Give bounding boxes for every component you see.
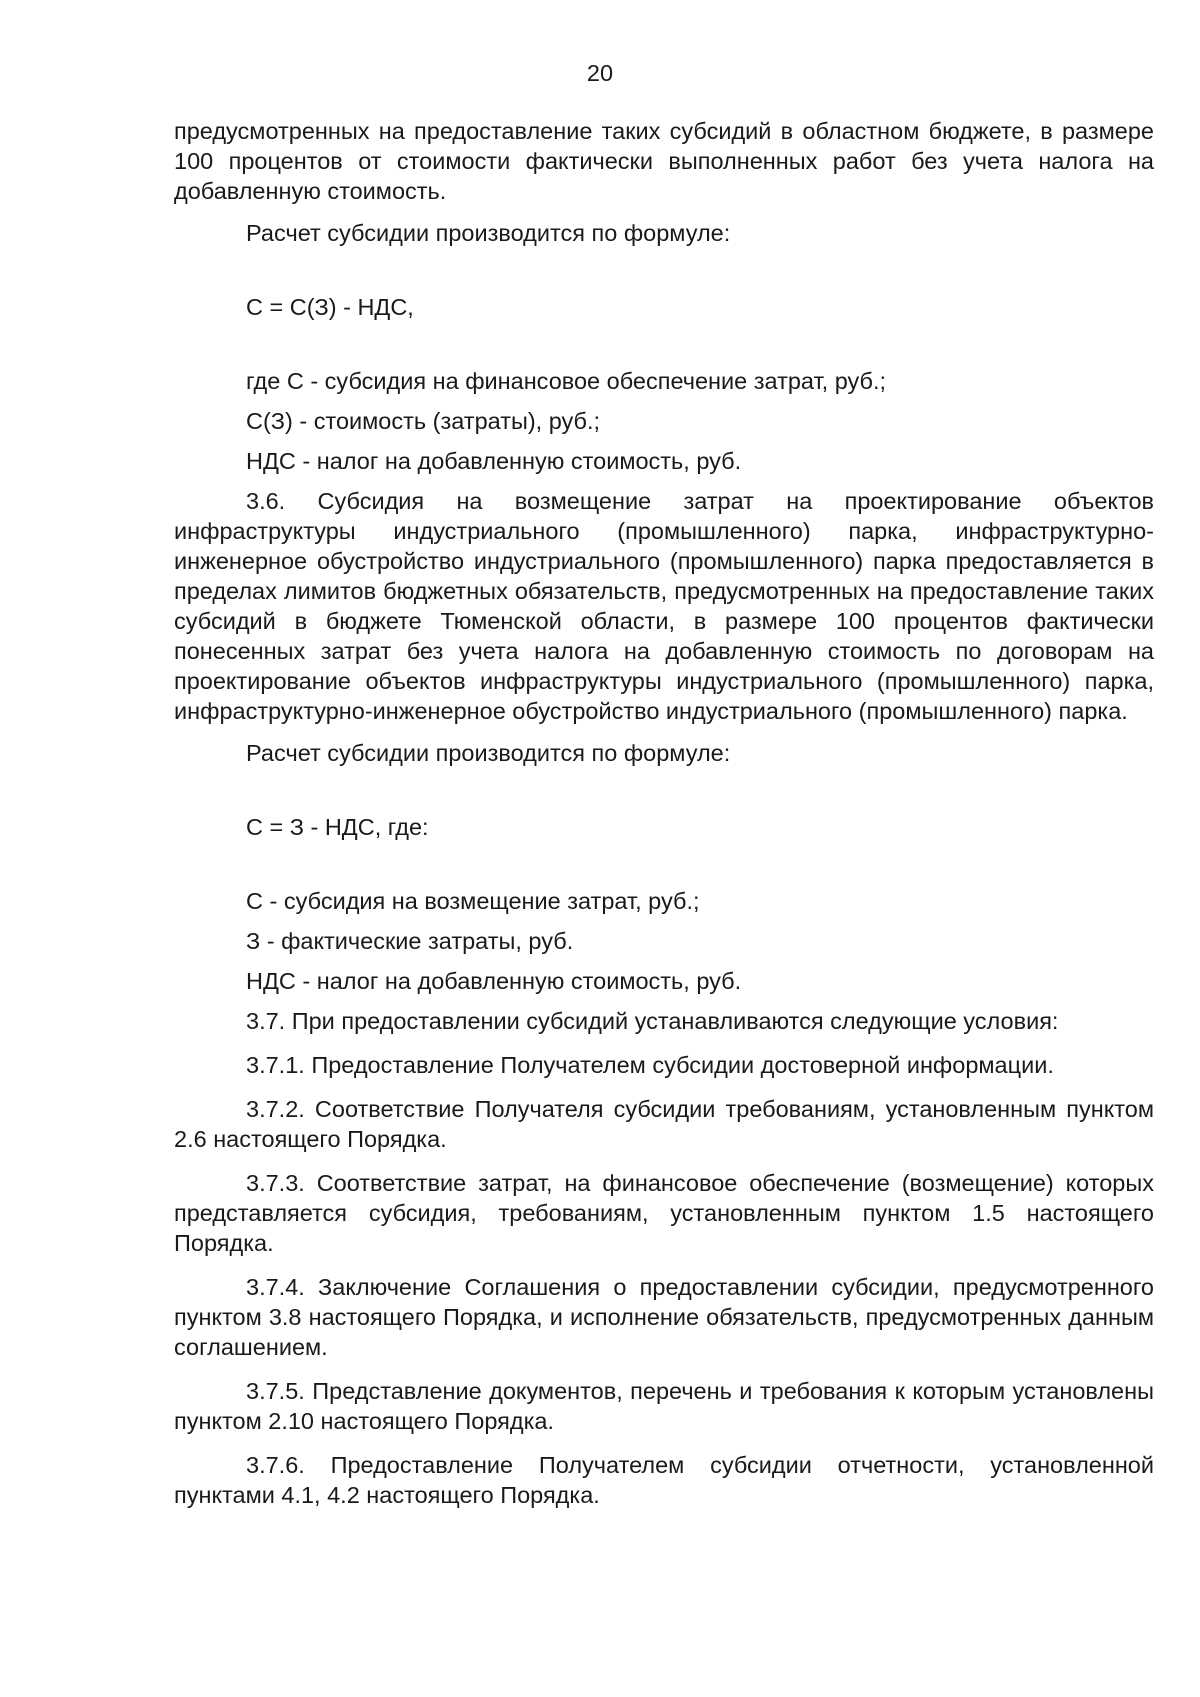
formula-2-definition-z: З - фактические затраты, руб. [246, 928, 574, 954]
formula-1-definition-cz: С(З) - стоимость (затраты), руб.; [246, 408, 601, 434]
paragraph-3-7-4: 3.7.4. Заключение Соглашения о предоставлении субсидии, предусмотренного пунктом 3.8 настоящего Порядка, и исполнение обязательств, предусмотренных данным соглашением. [174, 1274, 1154, 1360]
paragraph-3-7: 3.7. При предоставлении субсидий устанавливаются следующие условия: [246, 1008, 1059, 1034]
paragraph-3-7-3: 3.7.3. Соответствие затрат, на финансовое обеспечение (возмещение) которых представляется субсидия, требованиям, установленным пунктом 1.5 настоящего Порядка. [174, 1170, 1154, 1256]
paragraph-formula-intro: Расчет субсидии производится по формуле: [246, 220, 731, 246]
paragraph-3-7-6: 3.7.6. Предоставление Получателем субсидии отчетности, установленной пунктами 4.1, 4.2 настоящего Порядка. [174, 1452, 1154, 1508]
paragraph-3-7-2: 3.7.2. Соответствие Получателя субсидии требованиям, установленным пунктом 2.6 настоящего Порядка. [174, 1096, 1154, 1152]
formula-1-definition-c: где С - субсидия на финансовое обеспечение затрат, руб.; [246, 368, 887, 394]
formula-2: С = З - НДС, где: [246, 814, 429, 840]
paragraph-3-6: 3.6. Субсидия на возмещение затрат на проектирование объектов инфраструктуры индустриального (промышленного) парка, инфраструктурно-инженерное обустройство индустриального (промышленного) парка предоставляется в пределах лимитов бюджетных обязательств, предусмотренных на предоставление таких субсидий в бюджете Тюменской области, в размере 100 процентов фактически понесенных затрат без учета налога на добавленную стоимость по договорам на проектирование объектов инфраструктуры индустриального (промышленного) парка, инфраструктурно-инженерное обустройство индустриального (промышленного) парка. [174, 488, 1154, 724]
paragraph-formula-intro-2: Расчет субсидии производится по формуле: [246, 740, 731, 766]
paragraph-3-7-1: 3.7.1. Предоставление Получателем субсидии достоверной информации. [246, 1052, 1054, 1078]
formula-2-definition-c: С - субсидия на возмещение затрат, руб.; [246, 888, 700, 914]
page-number: 20 [586, 60, 614, 86]
formula-1: С = С(З) - НДС, [246, 294, 414, 320]
document-body [174, 116, 1154, 1510]
formula-1-definition-nds: НДС - налог на добавленную стоимость, руб. [246, 448, 742, 474]
formula-2-definition-nds: НДС - налог на добавленную стоимость, руб. [246, 968, 742, 994]
paragraph-continuation: предусмотренных на предоставление таких субсидий в областном бюджете, в размере 100 процентов от стоимости фактически выполненных работ без учета налога на добавленную стоимость. [174, 118, 1154, 204]
paragraph-3-7-5: 3.7.5. Представление документов, перечень и требования к которым установлены пунктом 2.10 настоящего Порядка. [174, 1378, 1154, 1434]
